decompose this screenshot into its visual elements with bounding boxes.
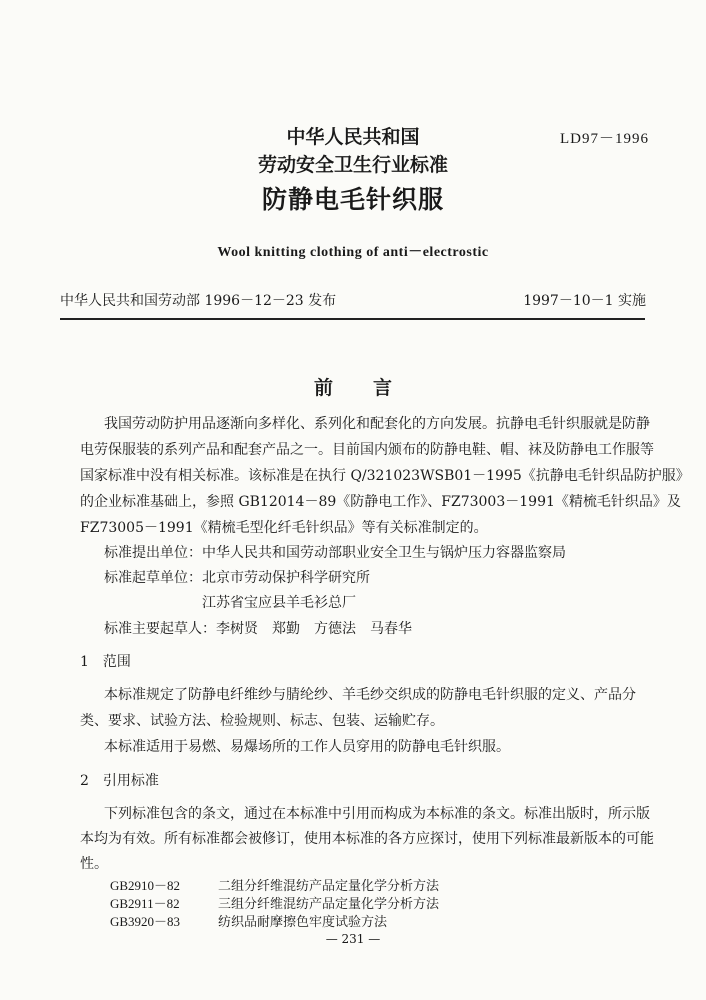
drafter-line: 标准起草单位：北京市劳动保护科学研究所	[104, 570, 370, 586]
section-2-line: 本均为有效。所有标准都会被修订，使用本标准的各方应探讨，使用下列标准最新版本的可能	[80, 831, 654, 847]
section-1-line: 本标准规定了防静电纤维纱与腈纶纱、羊毛纱交织成的防静电毛针织服的定义、产品分	[104, 687, 636, 703]
foreword-line: 电劳保服装的系列产品和配套产品之一。目前国内颁布的防静电鞋、帽、袜及防静电工作服等	[80, 442, 654, 458]
foreword-line: 我国劳动防护用品逐渐向多样化、系列化和配套化的方向发展。抗静电毛针织服就是防静	[104, 416, 650, 432]
implementation-date: 1997－10－1 实施	[523, 293, 646, 309]
section-2-line: 性。	[80, 856, 108, 872]
drafter-line-2: 江苏省宝应县羊毛衫总厂	[202, 595, 356, 611]
section-1-line: 本标准适用于易燃、易爆场所的工作人员穿用的防静电毛针织服。	[104, 739, 510, 755]
foreword-line: 国家标准中没有相关标准。该标准是在执行 Q/321023WSB01－1995《抗静电毛针织品防护服》	[80, 468, 690, 484]
foreword-line: 的企业标准基础上，参照 GB12014－89《防静电工作》、FZ73003－1991《精梳毛针织品》及	[80, 494, 681, 510]
reference-code: GB2911－82	[110, 896, 180, 911]
foreword-line: FZ73005－1991《精梳毛型化纤毛针织品》等有关标准制定的。	[80, 520, 488, 536]
reference-title: 二组分纤维混纺产品定量化学分析方法	[218, 879, 440, 894]
document-title: 防静电毛针织服	[261, 185, 444, 214]
header-industry-standard: 劳动安全卫生行业标准	[257, 154, 448, 176]
header-divider	[60, 318, 645, 320]
reference-code: GB2910－82	[110, 878, 181, 893]
standard-code: LD97－1996	[560, 131, 649, 147]
section-2-heading: 2 引用标准	[80, 773, 159, 789]
english-title: Wool knitting clothing of anti－electrostic	[217, 245, 489, 260]
section-2-line: 下列标准包含的条文，通过在本标准中引用而构成为本标准的条文。标准出版时，所示版	[104, 806, 650, 822]
foreword-heading: 前言	[313, 377, 432, 399]
reference-title: 三组分纤维混纺产品定量化学分析方法	[218, 897, 440, 912]
section-1-heading: 1 范围	[80, 654, 131, 670]
proposer-line: 标准提出单位：中华人民共和国劳动部职业安全卫生与锅炉压力容器监察局	[104, 545, 566, 561]
reference-title: 纺织品耐摩擦色牢度试验方法	[218, 915, 388, 930]
section-1-line: 类、要求、试验方法、检验规则、标志、包装、运输贮存。	[80, 713, 444, 729]
authors-line: 标准主要起草人：李树贤 郑勤 方德法 马春华	[104, 621, 412, 637]
page-number: — 231 —	[325, 932, 381, 946]
issue-info: 中华人民共和国劳动部 1996－12－23 发布	[60, 293, 337, 309]
header-country: 中华人民共和国	[286, 126, 420, 148]
reference-code: GB3920－83	[110, 914, 181, 929]
